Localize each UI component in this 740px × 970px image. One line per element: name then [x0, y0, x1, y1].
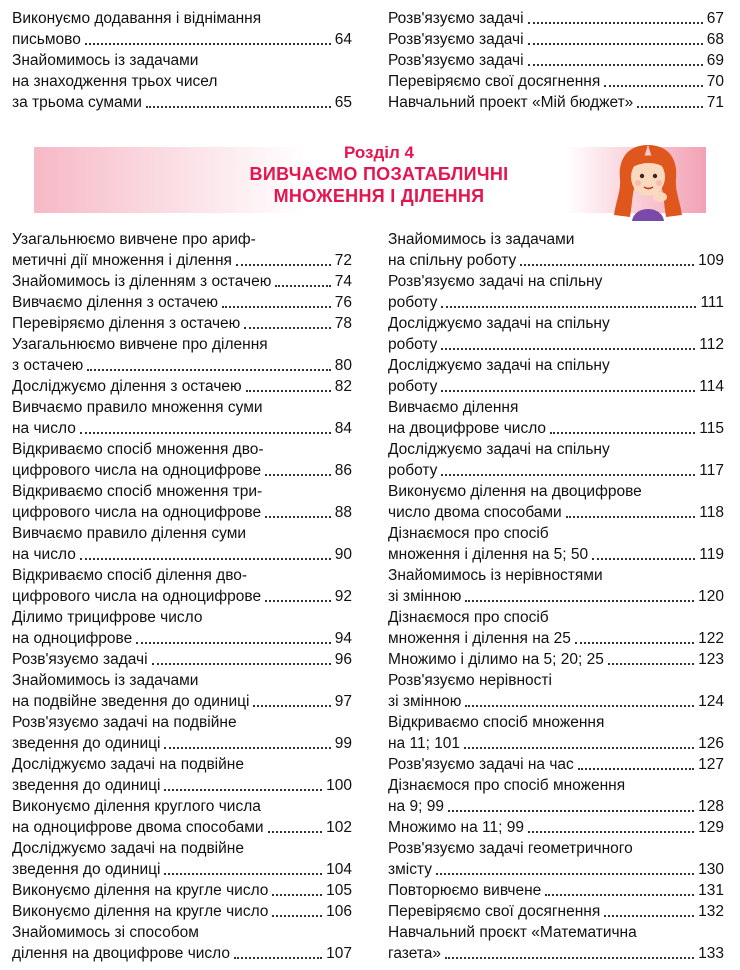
toc-entry[interactable] — [388, 775, 724, 817]
toc-entry-title: змісту — [388, 861, 432, 878]
toc-entry-title: роботу — [388, 462, 438, 479]
toc-entry[interactable] — [388, 838, 724, 880]
toc-entry-title: зведення до одиниці — [12, 861, 161, 878]
dot-leader — [436, 873, 694, 875]
toc-entry-page: 122 — [698, 630, 724, 647]
toc-entry-title: Вивчаємо правило ділення суми — [12, 525, 247, 542]
toc-entry-title: з остачею — [12, 357, 84, 374]
toc-entry[interactable] — [12, 712, 352, 754]
toc-entry[interactable] — [12, 397, 352, 439]
toc-entry-page: 127 — [698, 756, 724, 773]
toc-entry-title: Виконуємо ділення круглого числа — [12, 798, 261, 815]
toc-entry[interactable] — [388, 397, 724, 439]
toc-entry[interactable] — [388, 901, 724, 922]
toc-entry-title: Досліджуємо задачі на спільну — [388, 441, 610, 458]
toc-entry-page: 130 — [698, 861, 724, 878]
toc-entry-page: 78 — [334, 315, 352, 332]
toc-entry-title: множення і ділення на 5; 50 — [388, 546, 589, 563]
toc-entry-title: Узагальнюємо вивчене про ділення — [12, 336, 268, 353]
toc-entry[interactable] — [12, 481, 352, 523]
toc-entry-title: Множимо і ділимо на 5; 20; 25 — [388, 651, 604, 668]
toc-entry-title: Перевіряємо ділення з остачею — [12, 315, 241, 332]
dot-leader — [222, 306, 331, 308]
toc-entry[interactable] — [12, 523, 352, 565]
dot-leader — [465, 705, 694, 707]
toc-entry-title: Відкриваємо спосіб множення три- — [12, 483, 263, 500]
toc-entry-page: 69 — [706, 52, 724, 69]
toc-entry[interactable] — [388, 29, 724, 50]
toc-entry-page: 65 — [334, 94, 352, 111]
toc-entry-title: Досліджуємо ділення з остачею — [12, 378, 242, 395]
dot-leader — [272, 894, 322, 896]
toc-entry-title: цифрового числа на одноцифрове — [12, 504, 262, 521]
toc-entry-page: 94 — [334, 630, 352, 647]
toc-entry-title: на число — [12, 546, 76, 563]
toc-entry-page: 109 — [698, 252, 724, 269]
toc-entry-title: Розв'язуємо нерівності — [388, 672, 552, 689]
dot-leader — [545, 894, 694, 896]
toc-entry-page: 68 — [706, 31, 724, 48]
toc-entry[interactable] — [12, 292, 352, 313]
toc-entry-page: 114 — [699, 378, 724, 395]
dot-leader — [637, 106, 702, 108]
toc-entry-title: Вивчаємо правило множення суми — [12, 399, 263, 416]
toc-entry[interactable] — [388, 817, 724, 838]
section-number: Розділ 4 — [343, 143, 415, 162]
toc-entry-page: 72 — [334, 252, 352, 269]
toc-entry-title: Множимо на 11; 99 — [388, 819, 524, 836]
dot-leader — [272, 915, 322, 917]
dot-leader — [604, 915, 694, 917]
toc-entry-page: 104 — [326, 861, 352, 878]
dot-leader — [164, 789, 322, 791]
toc-entry[interactable] — [12, 796, 352, 838]
toc-entry-page: 67 — [706, 10, 724, 27]
dot-leader — [441, 306, 696, 308]
dot-leader — [592, 558, 695, 560]
dot-leader — [528, 43, 703, 45]
toc-entry-title: число двома способами — [388, 504, 562, 521]
toc-entry-page: 107 — [326, 945, 352, 962]
toc-entry-page: 120 — [698, 588, 724, 605]
toc-entry[interactable] — [12, 271, 352, 292]
toc-entry[interactable] — [12, 922, 352, 964]
toc-entry-title: Навчальний проект «Мій бюджет» — [388, 94, 634, 111]
dot-leader — [441, 348, 695, 350]
toc-entry-title: Відкриваємо спосіб множення — [388, 714, 605, 731]
toc-entry-page: 90 — [334, 546, 352, 563]
dot-leader — [146, 106, 331, 108]
toc-entry[interactable] — [388, 439, 724, 481]
toc-entry-page: 105 — [326, 882, 352, 899]
toc-left-column — [12, 229, 352, 964]
toc-entry-page: 92 — [334, 588, 352, 605]
toc-entry[interactable] — [388, 50, 724, 71]
toc-entry[interactable] — [388, 880, 724, 901]
toc-entry-page: 100 — [326, 777, 352, 794]
dot-leader — [253, 705, 330, 707]
toc-entry-page: 86 — [334, 462, 352, 479]
dot-leader — [441, 474, 695, 476]
toc-entry[interactable] — [388, 922, 724, 964]
toc-entry-title: роботу — [388, 336, 438, 353]
toc-entry-page: 99 — [334, 735, 352, 752]
toc-entry-title: Перевіряємо свої досягнення — [388, 903, 601, 920]
toc-entry-title: зведення до одиниці — [12, 735, 161, 752]
toc-entry-title: Навчальний проєкт «Математична — [388, 924, 637, 941]
dot-leader — [80, 432, 331, 434]
toc-entry[interactable] — [12, 838, 352, 880]
toc-entry[interactable] — [12, 334, 352, 376]
dot-leader — [265, 600, 331, 602]
toc-entry[interactable] — [388, 355, 724, 397]
dot-leader — [164, 873, 322, 875]
toc-entry[interactable] — [12, 607, 352, 649]
toc-entry-title: Відкриваємо спосіб множення дво- — [12, 441, 264, 458]
toc-entry-title: Знайомимось із нерівностями — [388, 567, 603, 584]
toc-entry[interactable] — [12, 313, 352, 334]
toc-top-left — [12, 8, 352, 113]
toc-entry[interactable] — [12, 376, 352, 397]
dot-leader — [246, 390, 331, 392]
dot-leader — [244, 327, 330, 329]
dot-leader — [566, 516, 696, 518]
toc-entry-title: Досліджуємо задачі на спільну — [388, 357, 610, 374]
toc-entry-title: Розв'язуємо задачі на подвійне — [12, 714, 237, 731]
toc-entry-title: на знаходження трьох чисел — [12, 73, 218, 90]
toc-entry-page: 119 — [699, 546, 724, 563]
toc-entry[interactable] — [388, 607, 724, 649]
dot-leader — [604, 85, 703, 87]
toc-entry-title: Розв'язуємо задачі геометричного — [388, 840, 633, 857]
toc-entry-title: Розв'язуємо задачі — [12, 651, 148, 668]
dot-leader — [528, 64, 703, 66]
toc-entry[interactable] — [388, 712, 724, 754]
toc-entry-page: 117 — [699, 462, 724, 479]
toc-entry-title: множення і ділення на 25 — [388, 630, 571, 647]
toc-entry[interactable] — [12, 880, 352, 901]
toc-entry-title: ділення на двоцифрове число — [12, 945, 231, 962]
toc-entry[interactable] — [388, 313, 724, 355]
toc-entry-title: Знайомимось із задачами — [12, 52, 199, 69]
toc-entry-page: 128 — [698, 798, 724, 815]
toc-entry[interactable] — [388, 754, 724, 775]
section-heading — [214, 143, 544, 207]
dot-leader — [265, 516, 331, 518]
toc-entry-title: на двоцифрове число — [388, 420, 547, 437]
section-banner — [34, 143, 706, 217]
toc-entry[interactable] — [388, 92, 724, 113]
toc-entry[interactable] — [12, 901, 352, 922]
dot-leader — [608, 663, 694, 665]
section-title-line-2: МНОЖЕННЯ І ДІЛЕННЯ — [273, 186, 485, 206]
toc-entry-title: Досліджуємо задачі на спільну — [388, 315, 610, 332]
toc-entry-title: Дізнаємося про спосіб — [388, 525, 549, 542]
toc-entry-title: роботу — [388, 294, 438, 311]
dot-leader — [85, 43, 331, 45]
toc-entry-title: Відкриваємо спосіб ділення дво- — [12, 567, 248, 584]
toc-entry-title: цифрового числа на одноцифрове — [12, 462, 262, 479]
toc-entry-page: 112 — [699, 336, 724, 353]
toc-entry-page: 106 — [326, 903, 352, 920]
toc-entry-title: на одноцифрове — [12, 630, 133, 647]
toc-entry[interactable] — [388, 8, 724, 29]
toc-entry[interactable] — [388, 271, 724, 313]
toc-entry-title: роботу — [388, 378, 438, 395]
dot-leader — [578, 768, 694, 770]
dot-leader — [87, 369, 330, 371]
toc-entry-page: 118 — [699, 504, 724, 521]
toc-entry[interactable] — [388, 71, 724, 92]
toc-entry-title: Узагальнюємо вивчене про ариф- — [12, 231, 256, 248]
toc-entry[interactable] — [12, 670, 352, 712]
toc-entry-title: за трьома сумами — [12, 94, 142, 111]
toc-entry-page: 70 — [706, 73, 724, 90]
toc-entry-page: 129 — [698, 819, 724, 836]
toc-entry-title: Знайомимось із діленням з остачею — [12, 273, 272, 290]
toc-entry-title: Розв'язуємо задачі — [388, 31, 524, 48]
toc-entry-title: на подвійне зведення до одиниці — [12, 693, 250, 710]
toc-entry-title: метичні дії множення і ділення — [12, 252, 232, 269]
toc-entry-title: зі змінною — [388, 693, 462, 710]
toc-entry-title: Повторюємо вивчене — [388, 882, 542, 899]
toc-entry[interactable] — [388, 649, 724, 670]
dot-leader — [234, 957, 322, 959]
dot-leader — [236, 264, 331, 266]
dot-leader — [465, 600, 694, 602]
dot-leader — [441, 390, 695, 392]
toc-entry-page: 71 — [706, 94, 724, 111]
toc-entry-title: Виконуємо ділення на кругле число — [12, 882, 269, 899]
section-title-line-1: ВИВЧАЄМО ПОЗАТАБЛИЧНІ — [249, 164, 509, 184]
toc-entry-title: газета» — [388, 945, 441, 962]
toc-entry-title: зведення до одиниці — [12, 777, 161, 794]
toc-entry-page: 126 — [698, 735, 724, 752]
dot-leader — [268, 831, 323, 833]
toc-entry-title: на 11; 101 — [388, 735, 461, 752]
toc-entry-title: Знайомимось зі способом — [12, 924, 199, 941]
toc-entry-page: 74 — [334, 273, 352, 290]
toc-entry-title: Вивчаємо ділення з остачею — [12, 294, 219, 311]
toc-entry-page: 124 — [698, 693, 724, 710]
toc-entry[interactable] — [388, 523, 724, 565]
dot-leader — [528, 22, 703, 24]
toc-entry[interactable] — [388, 565, 724, 607]
toc-entry-title: цифрового числа на одноцифрове — [12, 588, 262, 605]
toc-entry-title: письмово — [12, 31, 81, 48]
dot-leader — [448, 810, 694, 812]
toc-entry-title: Перевіряємо свої досягнення — [388, 73, 601, 90]
toc-entry-page: 115 — [699, 420, 724, 437]
toc-entry-title: Знайомимось із задачами — [12, 672, 199, 689]
toc-entry-page: 84 — [334, 420, 352, 437]
toc-entry-page: 111 — [700, 294, 724, 311]
toc-entry-title: Досліджуємо задачі на подвійне — [12, 840, 244, 857]
toc-entry-title: Ділимо трицифрове число — [12, 609, 203, 626]
toc-entry-page: 97 — [334, 693, 352, 710]
toc-entry[interactable] — [12, 229, 352, 271]
toc-entry[interactable] — [12, 439, 352, 481]
toc-entry-title: Виконуємо додавання і віднімання — [12, 10, 262, 27]
toc-entry[interactable] — [12, 50, 352, 113]
dot-leader — [265, 474, 331, 476]
toc-entry-title: Досліджуємо задачі на подвійне — [12, 756, 244, 773]
toc-entry-page: 132 — [698, 903, 724, 920]
toc-entry-title: на число — [12, 420, 76, 437]
toc-entry-page: 123 — [698, 651, 724, 668]
toc-entry-page: 64 — [334, 31, 352, 48]
toc-entry-page: 82 — [334, 378, 352, 395]
dot-leader — [575, 642, 694, 644]
dot-leader — [464, 747, 694, 749]
toc-top-right — [388, 8, 724, 113]
toc-entry-title: на спільну роботу — [388, 252, 517, 269]
toc-entry-page: 131 — [698, 882, 724, 899]
toc-entry-title: Розв'язуємо задачі на спільну — [388, 273, 603, 290]
dot-leader — [152, 663, 331, 665]
dot-leader — [136, 642, 331, 644]
toc-entry-page: 80 — [334, 357, 352, 374]
toc-entry-page: 76 — [334, 294, 352, 311]
toc-entry-title: Виконуємо ділення на двоцифрове — [388, 483, 642, 500]
toc-entry-page: 133 — [698, 945, 724, 962]
toc-entry-title: Виконуємо ділення на кругле число — [12, 903, 269, 920]
toc-entry[interactable] — [12, 649, 352, 670]
toc-entry-title: Дізнаємося про спосіб — [388, 609, 549, 626]
toc-entry-title: на 9; 99 — [388, 798, 444, 815]
dot-leader — [550, 432, 695, 434]
dot-leader — [164, 747, 330, 749]
toc-entry[interactable] — [388, 670, 724, 712]
toc-entry-title: Дізнаємося про спосіб множення — [388, 777, 626, 794]
toc-entry-title: на одноцифрове двома способами — [12, 819, 264, 836]
toc-right-column — [388, 229, 724, 964]
toc-entry[interactable] — [388, 229, 724, 271]
toc-entry[interactable] — [12, 8, 352, 50]
dot-leader — [528, 831, 694, 833]
toc-entry-title: Знайомимось із задачами — [388, 231, 575, 248]
toc-entry-title: зі змінною — [388, 588, 462, 605]
toc-entry[interactable] — [12, 754, 352, 796]
dot-leader — [275, 285, 330, 287]
toc-entry-title: Розв'язуємо задачі на час — [388, 756, 574, 773]
toc-entry-page: 96 — [334, 651, 352, 668]
dot-leader — [445, 957, 694, 959]
girl-illustration-icon — [602, 139, 694, 221]
toc-entry-page: 102 — [326, 819, 352, 836]
dot-leader — [80, 558, 331, 560]
toc-entry-page: 88 — [334, 504, 352, 521]
toc-entry-title: Розв'язуємо задачі — [388, 52, 524, 69]
toc-entry[interactable] — [388, 481, 724, 523]
dot-leader — [520, 264, 694, 266]
toc-entry-title: Вивчаємо ділення — [388, 399, 519, 416]
toc-entry-title: Розв'язуємо задачі — [388, 10, 524, 27]
toc-entry[interactable] — [12, 565, 352, 607]
